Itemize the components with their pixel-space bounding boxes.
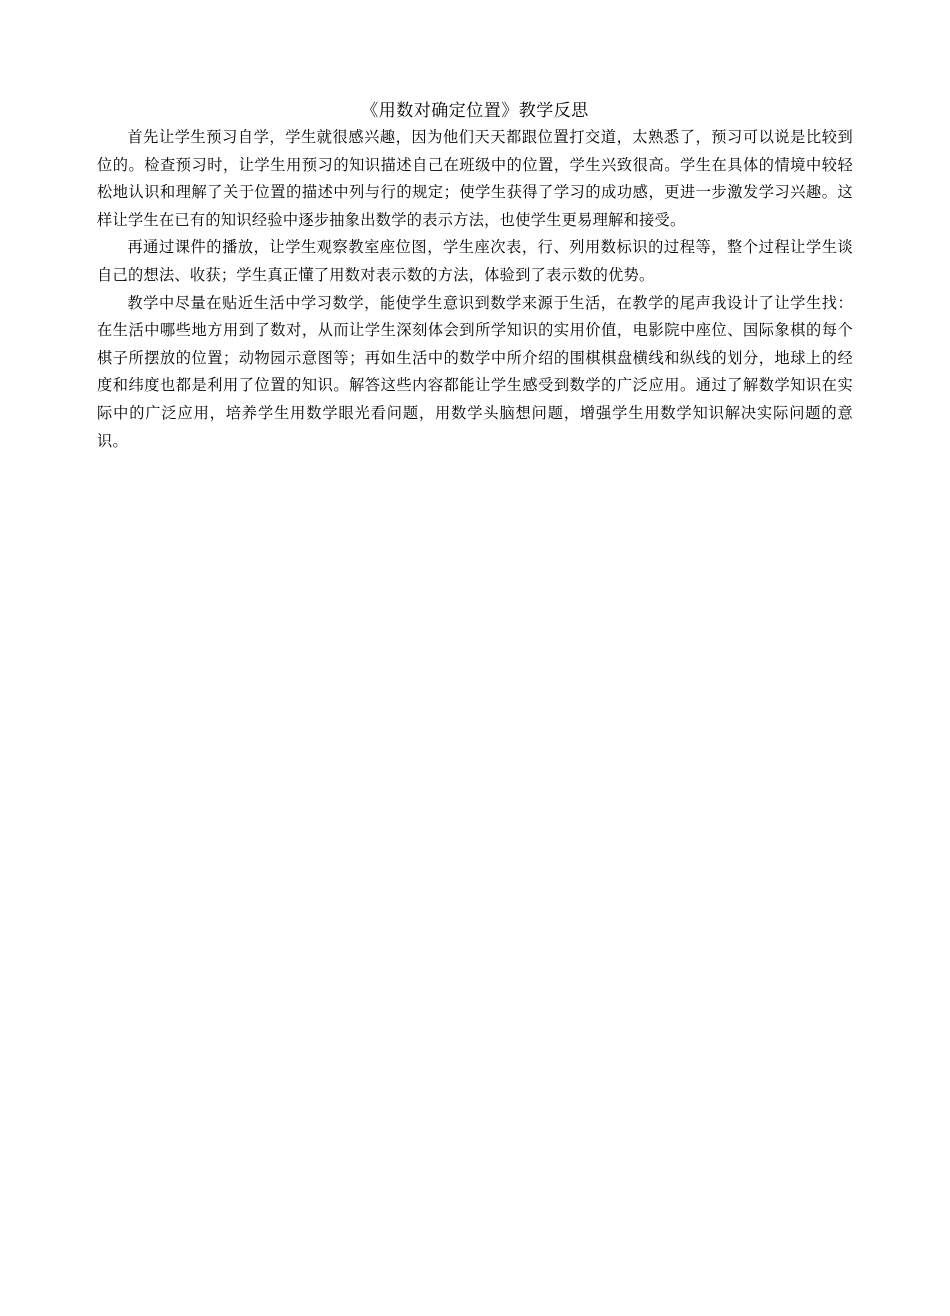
document-title: 《用数对确定位置》教学反思 bbox=[361, 101, 589, 121]
paragraph-real-life: 教学中尽量在贴近生活中学习数学，能使学生意识到数学来源于生活，在教学的尾声我设计了让学生找：在生活中哪些地方用到了数对，从而让学生深刻体会到所学知识的实用价值，电影院中座位、国际象棋的每个棋子所摆放的位置；动物园示意图等；再如生活中的数学中所介绍的围棋棋盘横线和纵线的划分，地球上的经度和纬度也都是利用了位置的知识。解答这些内容都能让学生感受到数学的广泛应用。通过了解数学知识在实际中的广泛应用，培养学生用数学眼光看问题，用数学头脑想问题，增强学生用数学知识解决实际问题的意识。 bbox=[97, 293, 853, 450]
paragraph-preview-study: 首先让学生预习自学，学生就很感兴趣，因为他们天天都跟位置打交道，太熟悉了，预习可以说是比较到位的。检查预习时，让学生用预习的知识描述自己在班级中的位置，学生兴致很高。学生在具体的情境中较轻松地认识和理解了关于位置的描述中列与行的规定；使学生获得了学习的成功感，更进一步激发学习兴趣。这样让学生在已有的知识经验中逐步抽象出数学的表示方法，也使学生更易理解和接受。 bbox=[97, 128, 853, 229]
document-page bbox=[97, 98, 853, 455]
paragraph-courseware: 再通过课件的播放，让学生观察教室座位图，学生座次表，行、列用数标识的过程等，整个过程让学生谈自己的想法、收获；学生真正懂了用数对表示数的方法，体验到了表示数的优势。 bbox=[97, 238, 853, 284]
